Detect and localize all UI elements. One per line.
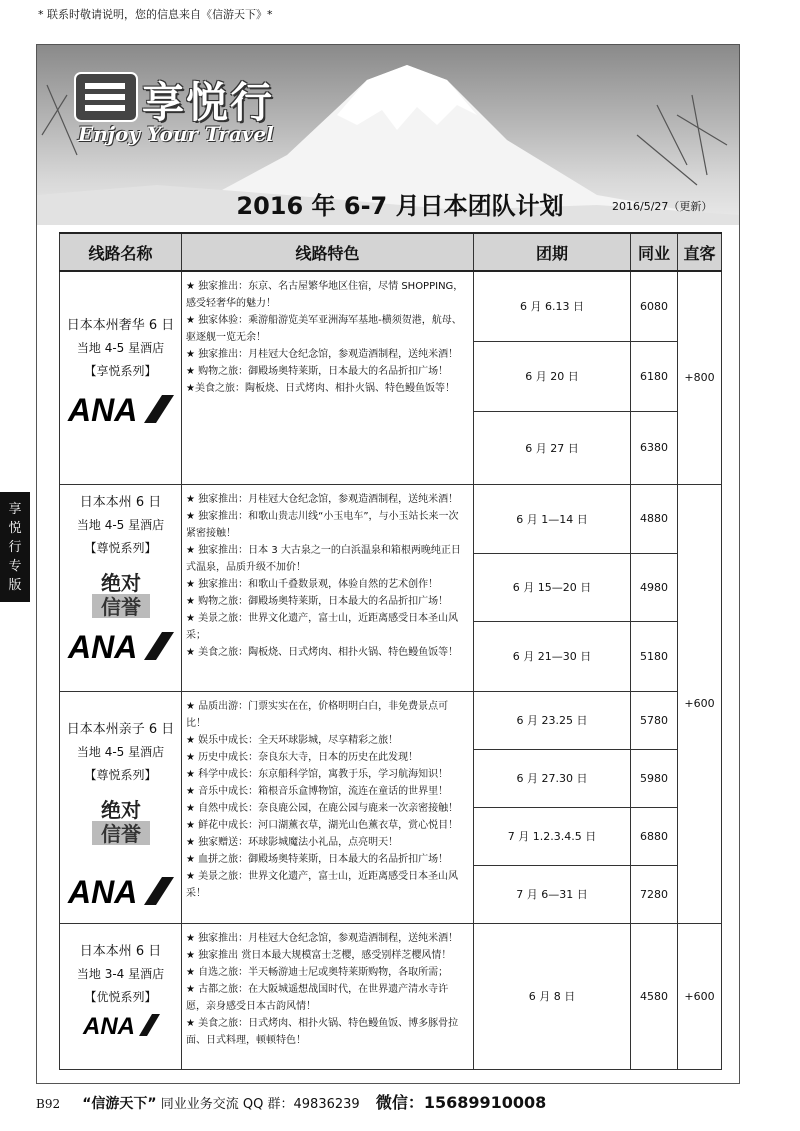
feature-item: ★ 血拼之旅：御殿场奥特莱斯，日本最大的名品折扣广场！ bbox=[186, 853, 449, 865]
route-cell bbox=[60, 271, 182, 484]
route-hotel: 当地 3-4 星酒店 bbox=[76, 966, 165, 981]
feature-item: ★ 娱乐中成长：全天环球影城，尽享精彩之旅！ bbox=[186, 734, 399, 746]
route-hotel: 当地 4-5 星酒店 bbox=[76, 517, 165, 532]
badge-line-1: 绝对 bbox=[100, 799, 141, 822]
ana-logo-text: ANA bbox=[82, 1012, 135, 1039]
side-tab-char: 行 bbox=[8, 540, 22, 555]
peer-price: 5980 bbox=[631, 749, 678, 807]
feature-item: ★ 独家推出：和歌山贵志川线“小玉电车”，与小玉站长来一次紧密接触！ bbox=[186, 510, 459, 539]
ana-logo-icon bbox=[66, 873, 176, 909]
route-hotel: 当地 4-5 星酒店 bbox=[76, 744, 165, 759]
update-date: 2016/5/27（更新） bbox=[612, 200, 713, 213]
feature-item: ★ 独家推出 赏日本最大规模富士芝樱，感受别样芝樱风情！ bbox=[186, 949, 452, 961]
feature-item: ★ 独家推出：月桂冠大仓纪念馆，参观造酒制程，送纯米酒！ bbox=[186, 349, 459, 360]
footer-brand: “信游天下” bbox=[82, 1096, 157, 1112]
footer-qq: 同业业务交流 QQ 群：49836239 bbox=[160, 1097, 360, 1112]
departure-date: 6 月 15—20 日 bbox=[474, 553, 631, 621]
feature-item: ★ 独家赠送：环球影城魔法小礼品，点亮明天！ bbox=[186, 836, 399, 848]
departure-date: 6 月 21—30 日 bbox=[474, 621, 631, 691]
side-tab-char: 版 bbox=[8, 578, 22, 593]
header-peer-price: 同业 bbox=[631, 233, 678, 271]
header-direct-price: 直客 bbox=[678, 233, 722, 271]
header-period: 团期 bbox=[474, 233, 631, 271]
badge-line-2: 信誉 bbox=[100, 823, 141, 846]
peer-price: 6180 bbox=[631, 341, 678, 411]
table-header-row bbox=[60, 233, 722, 271]
table-row bbox=[60, 484, 722, 553]
route-name: 日本本州 6 日 bbox=[79, 494, 162, 510]
feature-item: ★ 音乐中成长：箱根音乐盒博物馆，流连在童话的世界里！ bbox=[186, 785, 449, 797]
feature-item: ★ 独家推出：月桂冠大仓纪念馆，参观造酒制程，送纯米酒！ bbox=[186, 932, 459, 944]
route-features bbox=[182, 271, 474, 484]
feature-item: ★ 独家体验：乘游船游览美军亚洲海军基地-横须贺港，航母、驱逐舰一览无余！ bbox=[186, 315, 462, 343]
table-row bbox=[60, 691, 722, 749]
side-tab-char: 享 bbox=[8, 502, 22, 517]
route-series: 【优悦系列】 bbox=[84, 989, 157, 1004]
route-name: 日本本州亲子 6 日 bbox=[66, 721, 175, 737]
departure-date: 6 月 20 日 bbox=[474, 341, 631, 411]
departure-date: 6 月 6.13 日 bbox=[474, 271, 631, 341]
feature-item: ★ 自选之旅：半天畅游迪士尼或奥特莱斯购物，各取所需； bbox=[186, 966, 449, 978]
feature-item: ★ 独家推出：日本 3 大古泉之一的白浜温泉和箱根两晚纯正日式温泉，品质升级不加价！ bbox=[186, 544, 461, 573]
feature-item: ★ 鲜花中成长：河口湖薰衣草，湖光山色薰衣草，赏心悦目！ bbox=[186, 819, 459, 831]
direct-price-shared: +600 bbox=[678, 484, 722, 923]
peer-price: 5780 bbox=[631, 691, 678, 749]
table-row bbox=[60, 923, 722, 1069]
peer-price: 4580 bbox=[631, 923, 678, 1069]
feature-item: ★ 美食之旅：日式烤肉、相扑火锅、特色鳗鱼饭、博多豚骨拉面、日式料理，顿顿特色！ bbox=[186, 1017, 459, 1046]
route-series: 【尊悦系列】 bbox=[84, 540, 157, 555]
departure-date: 6 月 27 日 bbox=[474, 411, 631, 484]
route-series: 【享悦系列】 bbox=[84, 364, 157, 378]
peer-price: 6880 bbox=[631, 807, 678, 865]
feature-item: ★ 美景之旅：世界文化遗产，富士山，近距离感受日本圣山风采； bbox=[186, 612, 459, 641]
feature-item: ★ 美景之旅：世界文化遗产，富士山，近距离感受日本圣山风采！ bbox=[186, 870, 459, 899]
departure-date: 6 月 27.30 日 bbox=[474, 749, 631, 807]
route-hotel: 当地 4-5 星酒店 bbox=[76, 341, 165, 355]
feature-item: ★ 美食之旅：陶板烧、日式烤肉、相扑火锅、特色鳗鱼饭等！ bbox=[186, 646, 459, 658]
feature-item: ★ 科学中成长：东京船科学馆，寓教于乐，学习航海知识！ bbox=[186, 768, 449, 780]
departure-date: 6 月 8 日 bbox=[474, 923, 631, 1069]
route-features bbox=[182, 484, 474, 691]
peer-price: 4880 bbox=[631, 484, 678, 553]
route-features bbox=[182, 923, 474, 1069]
peer-price: 6380 bbox=[631, 411, 678, 484]
side-tab-char: 悦 bbox=[8, 521, 22, 536]
feature-item: ★ 购物之旅：御殿场奥特莱斯，日本最大的名品折扣广场！ bbox=[186, 366, 449, 377]
ana-logo-icon bbox=[66, 391, 176, 427]
brand-tagline: Enjoy Your Travel bbox=[78, 122, 274, 146]
direct-price: +800 bbox=[678, 271, 722, 484]
contact-note: * 联系时敬请说明，您的信息来自《信游天下》* bbox=[38, 8, 273, 21]
peer-price: 5180 bbox=[631, 621, 678, 691]
badge-line-2: 信誉 bbox=[100, 596, 141, 619]
ana-logo-text: ANA bbox=[67, 628, 137, 664]
trust-badge-icon bbox=[88, 795, 154, 847]
route-cell bbox=[60, 923, 182, 1069]
tour-plan-table bbox=[59, 232, 722, 1070]
header-features: 线路特色 bbox=[182, 233, 474, 271]
route-name: 日本本州奢华 6 日 bbox=[66, 318, 175, 333]
header-route: 线路名称 bbox=[60, 233, 182, 271]
feature-item: ★美食之旅：陶板烧、日式烤肉、相扑火锅、特色鳗鱼饭等！ bbox=[186, 383, 455, 394]
page-footer bbox=[36, 1090, 546, 1113]
trust-badge-icon bbox=[88, 568, 154, 620]
feature-item: ★ 购物之旅：御殿场奥特莱斯，日本最大的名品折扣广场！ bbox=[186, 595, 449, 607]
page-title: 2016 年 6-7 月日本团队计划 bbox=[236, 192, 564, 220]
route-features bbox=[182, 691, 474, 923]
route-series: 【尊悦系列】 bbox=[84, 767, 157, 782]
table-row bbox=[60, 271, 722, 341]
footer-wechat: 微信：15689910008 bbox=[375, 1093, 547, 1112]
departure-date: 6 月 23.25 日 bbox=[474, 691, 631, 749]
brand-name: 享悦行 bbox=[142, 78, 275, 127]
direct-price: +600 bbox=[678, 923, 722, 1069]
side-tab bbox=[0, 492, 30, 602]
peer-price: 6080 bbox=[631, 271, 678, 341]
ana-logo-text: ANA bbox=[67, 873, 137, 909]
ana-logo-text: ANA bbox=[67, 392, 137, 427]
badge-line-1: 绝对 bbox=[100, 572, 141, 595]
peer-price: 4980 bbox=[631, 553, 678, 621]
feature-item: ★ 自然中成长：奈良鹿公园，在鹿公园与鹿来一次亲密接触！ bbox=[186, 802, 459, 814]
feature-item: ★ 独家推出：东京、名古屋繁华地区住宿，尽情 SHOPPING，感受轻奢华的魅力！ bbox=[186, 281, 464, 309]
departure-date: 7 月 6—31 日 bbox=[474, 865, 631, 923]
peer-price: 7280 bbox=[631, 865, 678, 923]
departure-date: 7 月 1.2.3.4.5 日 bbox=[474, 807, 631, 865]
side-tab-char: 专 bbox=[8, 559, 22, 574]
departure-date: 6 月 1—14 日 bbox=[474, 484, 631, 553]
feature-item: ★ 独家推出：月桂冠大仓纪念馆，参观造酒制程，送纯米酒！ bbox=[186, 493, 459, 505]
feature-item: ★ 独家推出：和歌山千叠数景观，体验自然的艺术创作！ bbox=[186, 578, 439, 590]
route-cell bbox=[60, 484, 182, 691]
route-name: 日本本州 6 日 bbox=[79, 943, 162, 959]
feature-item: ★ 古都之旅：在大阪城遥想战国时代，在世界遗产清水寺许愿，亲身感受日本古韵风情！ bbox=[186, 983, 449, 1012]
brand-logo-icon bbox=[73, 71, 139, 123]
feature-item: ★ 品质出游：门票实实在在，价格明明白白，非免费景点可比！ bbox=[186, 700, 449, 729]
page-number: B92 bbox=[36, 1097, 61, 1111]
feature-item: ★ 历史中成长：奈良东大寺，日本的历史在此发现！ bbox=[186, 751, 419, 763]
route-cell bbox=[60, 691, 182, 923]
ana-logo-icon bbox=[81, 1011, 161, 1039]
ana-logo-icon bbox=[66, 628, 176, 664]
